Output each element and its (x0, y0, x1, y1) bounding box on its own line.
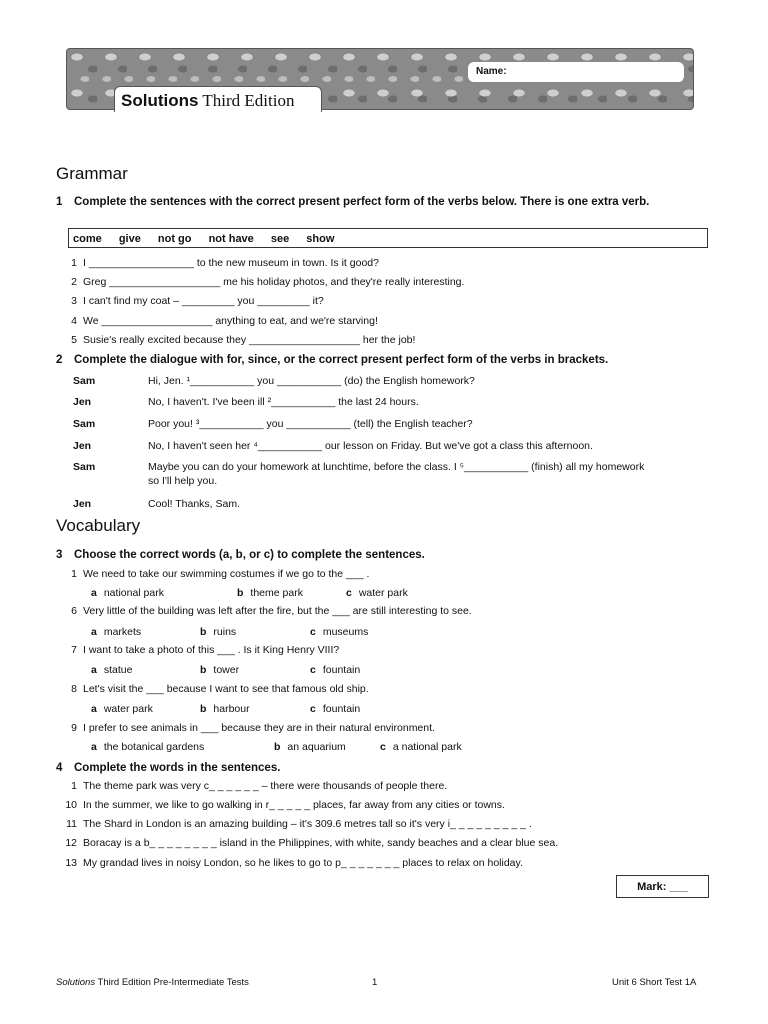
exercise-4-item: 10 In the summer, we like to go walking in r_ _ _ _ _ places, far away from any cities or towns. (65, 799, 505, 811)
exercise-2-instruction: 2 Complete the dialogue with for, since, or the correct present perfect form of the verbs in brackets. (56, 354, 609, 366)
option-b[interactable]: b theme park (237, 587, 303, 599)
word-item: not go (157, 233, 192, 245)
exercise-1-item: 2 Greg ___________________ me his holiday photos, and they're really interesting. (71, 276, 465, 288)
exercise-1-item: 5 Susie's really excited because they ___________________ her the job! (71, 334, 416, 346)
option-c[interactable]: c fountain (310, 664, 361, 676)
exercise-1-item: 3 I can't find my coat – _________ you _________ it? (71, 295, 324, 307)
footer-unit: Unit 6 Short Test 1A (612, 977, 697, 988)
dialogue-line: Cool! Thanks, Sam. (148, 498, 241, 510)
exercise-1-item: 1 I __________________ to the new museum in town. Is it good? (71, 257, 379, 269)
page-number: 1 (372, 977, 378, 988)
dialogue-speaker: Sam (73, 461, 96, 473)
option-c[interactable]: c fountain (310, 703, 361, 715)
option-c[interactable]: c a national park (380, 741, 462, 753)
section-heading-vocabulary: Vocabulary (56, 516, 141, 535)
brand-logo: Solutions Third Edition (114, 86, 322, 112)
dialogue-speaker: Jen (73, 396, 92, 408)
word-item: show (306, 233, 335, 245)
footer-title: Solutions Third Edition Pre-Intermediate Tests (56, 977, 249, 988)
dialogue-speaker: Jen (73, 440, 92, 452)
name-label: Name: (476, 66, 507, 77)
option-b[interactable]: b harbour (200, 703, 250, 715)
exercise-4-item: 13 My grandad lives in noisy London, so he likes to go to p_ _ _ _ _ _ _ places to relax on holiday. (65, 857, 523, 869)
exercise-3-item: 6 Very little of the building was left after the fire, but the ___ are still interesting to see. (71, 605, 472, 617)
dialogue-line: No, I haven't. I've been ill ²___________ the last 24 hours. (148, 396, 419, 408)
exercise-4-item: 1 The theme park was very c_ _ _ _ _ _ – there were thousands of people there. (71, 780, 448, 792)
word-item: come (73, 233, 102, 245)
section-heading-grammar: Grammar (56, 164, 128, 183)
option-b[interactable]: b tower (200, 664, 240, 676)
option-c[interactable]: c water park (346, 587, 408, 599)
option-a[interactable]: a water park (91, 703, 153, 715)
exercise-4-instruction: 4 Complete the words in the sentences. (56, 762, 281, 774)
dialogue-line: Maybe you can do your homework at lunchtime, before the class. I ⁵___________ (finish) all my homework so I'll help you. (148, 461, 645, 487)
exercise-3-item: 8 Let's visit the ___ because I want to see that famous old ship. (71, 683, 369, 695)
dialogue-line: No, I haven't seen her ⁴___________ our lesson on Friday. But we've got a class this afternoon. (148, 440, 593, 452)
word-box (68, 228, 708, 248)
exercise-3-item: 9 I prefer to see animals in ___ because they are in their natural environment. (71, 722, 435, 734)
dialogue-speaker: Sam (73, 375, 96, 387)
exercise-4-item: 12 Boracay is a b_ _ _ _ _ _ _ _ island in the Philippines, with white, sandy beaches and a clear blue sea. (65, 837, 559, 849)
dialogue-speaker: Sam (73, 418, 96, 430)
option-b[interactable]: b an aquarium (274, 741, 346, 753)
word-item: give (118, 233, 141, 245)
mark-box: Mark: ___ (616, 875, 709, 898)
exercise-1-item: 4 We ___________________ anything to eat, and we're starving! (71, 315, 378, 327)
option-a[interactable]: a markets (91, 626, 142, 638)
option-c[interactable]: c museums (310, 626, 369, 638)
exercise-1-instruction: 1 Complete the sentences with the correct present perfect form of the verbs below. There is one extra verb. (56, 196, 650, 208)
exercise-3-item: 1 We need to take our swimming costumes if we go to the ___ . (71, 568, 370, 580)
option-a[interactable]: a statue (91, 664, 133, 676)
dialogue-line: Hi, Jen. ¹___________ you ___________ (do) the English homework? (148, 375, 475, 387)
option-a[interactable]: a national park (91, 587, 164, 599)
dialogue-speaker: Jen (73, 498, 92, 510)
exercise-3-item: 7 I want to take a photo of this ___ . Is it King Henry VIII? (71, 644, 340, 656)
option-b[interactable]: b ruins (200, 626, 237, 638)
word-item: not have (208, 233, 254, 245)
word-item: see (270, 233, 290, 245)
dialogue-line: Poor you! ³___________ you ___________ (tell) the English teacher? (148, 418, 473, 430)
exercise-3-instruction: 3 Choose the correct words (a, b, or c) to complete the sentences. (56, 549, 425, 561)
option-a[interactable]: a the botanical gardens (91, 741, 205, 753)
name-field[interactable] (468, 62, 684, 82)
exercise-4-item: 11 The Shard in London is an amazing building – it's 309.6 metres tall so it's very i_ _ _ _ _ _ _ _ _ . (66, 818, 532, 830)
